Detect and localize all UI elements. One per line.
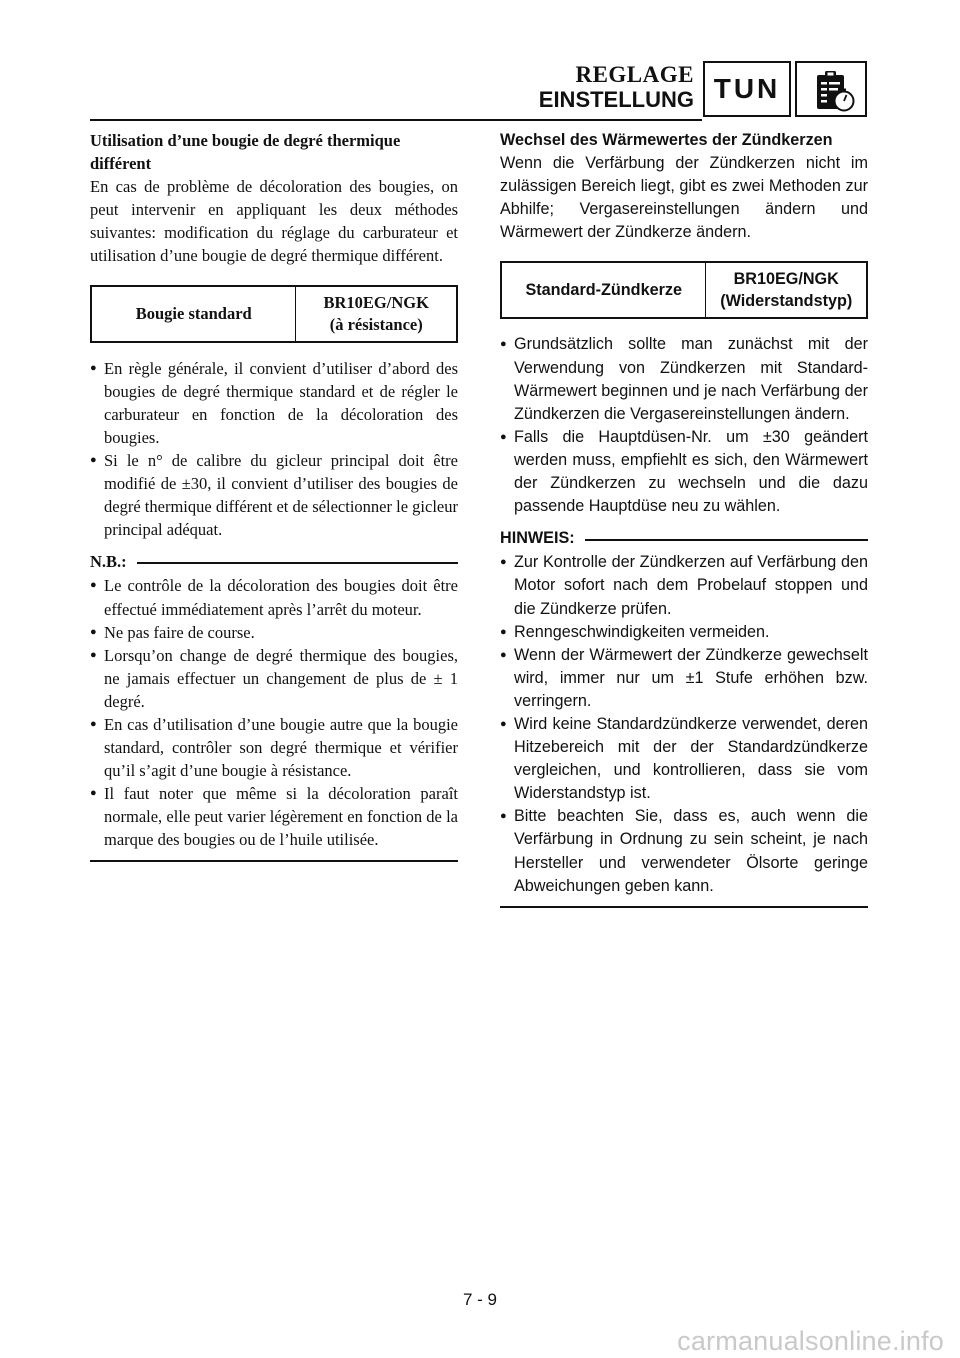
bullet-icon: ● [500, 430, 507, 443]
spec-value-type: (à résistance) [329, 314, 423, 334]
spec-value-model: BR10EG/NGK [323, 292, 429, 312]
bullet-icon: ● [500, 648, 507, 661]
list-item: ● Lorsqu’on change de degré thermique des bougies, ne jamais effectuer un changement de plus de ± 1 degré. [90, 645, 458, 711]
french-note-header [90, 550, 458, 573]
clipboard-stopwatch-icon [795, 61, 867, 117]
german-note-list [500, 551, 868, 897]
french-bullet-list [90, 357, 458, 542]
german-column [500, 129, 868, 908]
german-spec-table [500, 261, 868, 319]
header-rule [90, 119, 702, 121]
french-intro: En cas de problème de décoloration des bougies, on peut intervenir en appliquant les deux méthodes suivantes: modification du réglage du carburateur et utilisation d’une bougie de degré thermique différent. [90, 177, 458, 266]
list-item: ● Falls die Hauptdüsen-Nr. um ±30 geändert werden muss, empfiehlt es sich, den Wärmewert der Zündkerzen zu wechseln und die dazu passende Hauptdüse neu zu wählen. [500, 427, 868, 516]
list-item: ● Le contrôle de la décoloration des bougies doit être effectué immédiatement après l’arrêt du moteur. [90, 576, 458, 619]
bullet-icon: ● [90, 453, 97, 466]
spec-label-cell: Bougie standard [91, 286, 296, 342]
bullet-icon: ● [500, 338, 507, 351]
list-item: ● Wenn der Wärmewert der Zündkerze gewechselt wird, immer nur um ±1 Stufe erhöhen bzw. verringern. [500, 645, 868, 710]
bullet-icon: ● [90, 579, 97, 592]
section-code-badge: TUN [703, 61, 791, 117]
spec-value-cell [296, 286, 457, 342]
bullet-icon: ● [500, 625, 507, 638]
list-item: ● En règle générale, il convient d’utiliser d’abord des bougies de degré thermique standard et de régler le carburateur en fonction de la décoloration des bougies. [90, 358, 458, 447]
list-item: ● Zur Kontrolle der Zündkerzen auf Verfärbung den Motor sofort nach dem Probelauf stoppen und die Zündkerze prüfen. [500, 553, 868, 618]
french-heading: Utilisation d’une bougie de degré thermique différent [90, 131, 401, 174]
list-item: ● Il faut noter que même si la décoloration paraît normale, elle peut varier légèrement en fonction de la marque des bougies ou de l’huile utilisée. [90, 784, 458, 850]
bullet-icon: ● [90, 648, 97, 661]
french-note-list [90, 574, 458, 851]
bullet-icon: ● [500, 717, 507, 730]
german-intro: Wenn die Verfärbung der Zündkerzen nicht im zulässigen Bereich liegt, gibt es zwei Methoden zur Abhilfe; Vergasereinstellungen ändern und Wärmewert der Zündkerze ändern. [500, 154, 868, 242]
spec-label-cell: Standard-Zündkerze [501, 262, 706, 318]
note-rule [585, 539, 868, 541]
note-label: N.B.: [90, 552, 127, 572]
note-end-rule [500, 906, 868, 908]
list-item: ● Ne pas faire de course. [90, 621, 458, 644]
list-item: ● Wird keine Standardzündkerze verwendet, deren Hitzebereich mit der der Standardzündkerze vergleichen, und kontrollieren, dass sie vom Widerstandstyp ist. [500, 714, 868, 803]
german-heading: Wechsel des Wärmewertes der Zündkerzen [500, 131, 833, 149]
watermark: carmanualsonline.info [677, 1326, 944, 1356]
spec-value-model: BR10EG/NGK [733, 270, 839, 289]
list-item: ● Renngeschwindigkeiten vermeiden. [500, 621, 868, 644]
section-title-german: EINSTELLUNG [538, 87, 694, 112]
bullet-icon: ● [90, 625, 97, 638]
page-number: 7 - 9 [462, 1290, 498, 1309]
list-item: ● Grundsätzlich sollte man zunächst mit der Verwendung von Zündkerzen mit Standard-Wärmewert beginnen und je nach Verfärbung der Zündkerzen die Vergasereinstellungen ändern. [500, 335, 868, 423]
spec-value-cell [706, 262, 867, 318]
bullet-icon: ● [90, 361, 97, 374]
french-column [90, 129, 458, 862]
list-item: ● En cas d’utilisation d’une bougie autre que la bougie standard, contrôler son degré thermique et vérifier qu’il s’agit d’une bougie à résistance. [90, 714, 458, 781]
bullet-icon: ● [90, 787, 97, 800]
list-item: ● Bitte beachten Sie, dass es, auch wenn die Verfärbung in Ordnung zu sein scheint, je nach Hersteller und verwendeter Ölsorte geringe Abweichungen geben kann. [500, 807, 868, 895]
german-bullet-list [500, 333, 868, 518]
spec-value-type: (Widerstandstyp) [720, 292, 853, 311]
french-spec-table [90, 285, 458, 343]
german-note-header [500, 527, 868, 550]
bullet-icon: ● [500, 810, 507, 823]
note-label: HINWEIS: [500, 529, 575, 548]
note-rule [137, 562, 458, 564]
note-end-rule [90, 860, 458, 862]
list-item: ● Si le n° de calibre du gicleur principal doit être modifié de ±30, il convient d’utiliser des bougies de degré thermique différent et de sélectionner le gicleur principal adéquat. [90, 450, 458, 540]
bullet-icon: ● [90, 717, 97, 730]
section-title-french: REGLAGE [575, 62, 694, 87]
bullet-icon: ● [500, 556, 507, 569]
